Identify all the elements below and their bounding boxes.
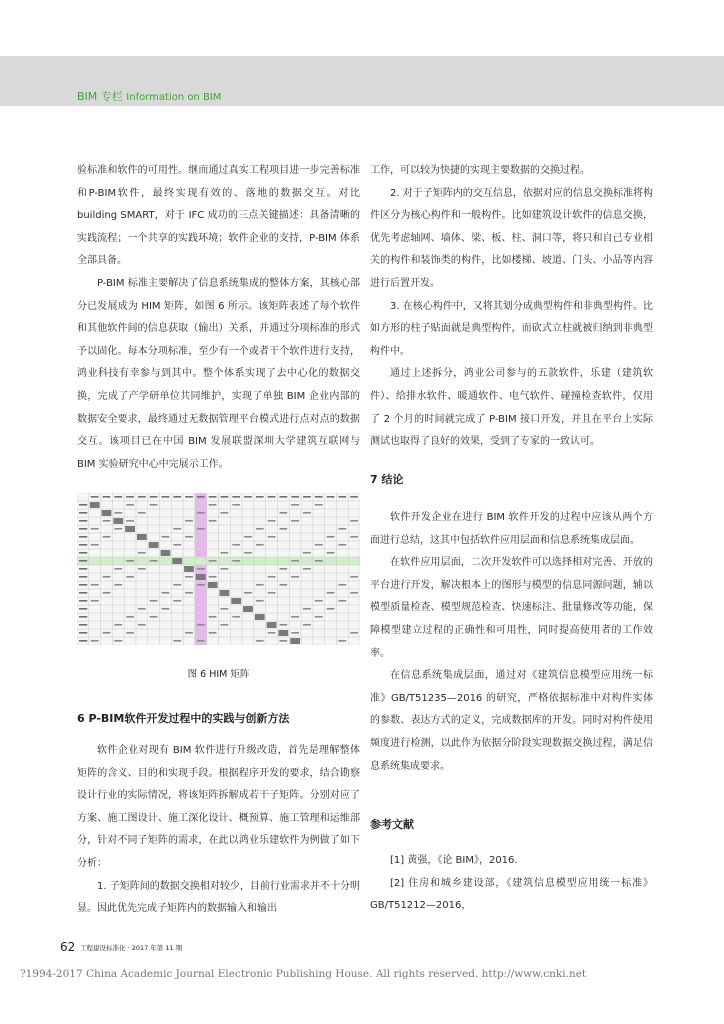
matrix-cell-mark (256, 584, 264, 586)
matrix-diagonal-cell (231, 598, 241, 604)
matrix-row-label (79, 520, 87, 522)
paragraph: 1. 子矩阵间的数据交换相对较少，目前行业需求并不十分明显。因此优先完成子矩阵内的数据输入和输出 (77, 880, 360, 915)
matrix-row-label (79, 512, 87, 514)
matrix-cell-mark (185, 576, 193, 578)
matrix-col-label (315, 496, 323, 498)
matrix-cell-mark (173, 544, 181, 546)
matrix-cell-mark (268, 592, 276, 594)
matrix-cell-mark (91, 584, 99, 586)
matrix-cell-mark (126, 576, 134, 578)
matrix-row-label (79, 536, 87, 538)
matrix-row-label (79, 568, 87, 570)
matrix-cell-mark (103, 632, 111, 634)
section-6-title: 6 P-BIM软件开发过程中的实践与创新方法 (77, 712, 290, 725)
matrix-diagonal-cell (267, 622, 277, 628)
matrix-col-label (268, 496, 276, 498)
matrix-cell-mark (126, 616, 134, 618)
matrix-cell-mark (91, 528, 99, 530)
matrix-diagonal-cell (255, 614, 265, 620)
copyright-line: ?1994-2017 China Academic Journal Electronic Publishing House. All rights reserved. http://www.cnki.net (20, 968, 587, 980)
references-list (370, 850, 653, 918)
matrix-row-label (79, 544, 87, 546)
matrix-cell-mark (185, 592, 193, 594)
matrix-cell-mark (350, 632, 358, 634)
matrix-cell-mark (268, 632, 276, 634)
matrix-cell-mark (103, 520, 111, 522)
matrix-cell-mark (244, 592, 252, 594)
matrix-cell-mark (279, 584, 287, 586)
matrix-cell-mark (114, 584, 122, 586)
matrix-diagonal-cell (278, 630, 288, 636)
matrix-col-label (232, 496, 240, 498)
paragraph: 软件企业对现有 BIM 软件进行升级改造，首先是理解整体矩阵的含义、目的和实现手段。根据程序开发的要求，结合勘察设计行业的实际情况，将该矩阵拆解成若干子矩阵。分别对应了方案、施工图设计、施工深化设计、概预算、施工管理和运维部分，针对不同子矩阵的需求，在此以鸿业乐建软件为例做了如下分析： (77, 745, 360, 869)
matrix-cell-mark (126, 632, 134, 634)
matrix-cell-mark (91, 600, 99, 602)
matrix-cell-mark (197, 512, 205, 514)
matrix-cell-mark (350, 536, 358, 538)
matrix-diagonal-cell (102, 510, 112, 516)
matrix-cell-mark (232, 504, 240, 506)
matrix-cell-mark (162, 608, 170, 610)
section-7-title: 7 结论 (370, 473, 404, 486)
matrix-row-label (79, 504, 87, 506)
matrix-cell-mark (303, 568, 311, 570)
paragraph: 2. 对于子矩阵内的交互信息，依据对应的信息交换标准将构件区分为核心构件和一般构件。比如建筑设计软件的信息交换，优先考虑轴网、墙体、梁、板、柱、洞口等，将只和自己专业相关的构件和装饰类的构件，比如楼梯、坡道、门头、小品等内容进行后置开发。 (370, 187, 653, 289)
matrix-col-label (150, 496, 158, 498)
matrix-diagonal-cell (90, 502, 100, 508)
matrix-col-label (114, 496, 122, 498)
matrix-cell-mark (327, 552, 335, 554)
matrix-cell-mark (150, 616, 158, 618)
matrix-cell-mark (162, 592, 170, 594)
matrix-row-label (79, 560, 87, 562)
matrix-row-label (79, 592, 87, 594)
journal-name: 工程建设标准化 · 2017 年第 11 期 (80, 944, 183, 952)
matrix-cell-mark (338, 600, 346, 602)
matrix-cell-mark (173, 640, 181, 642)
matrix-cell-mark (232, 560, 240, 562)
matrix-cell-mark (138, 512, 146, 514)
paragraph: 软件开发企业在进行 BIM 软件开发的过程中应该从两个方面进行总结，这其中包括软件应用层面和信息系统集成层面。 (370, 512, 653, 546)
matrix-cell-mark (126, 504, 134, 506)
matrix-cell-mark (126, 560, 134, 562)
matrix-cell-mark (138, 608, 146, 610)
matrix-cell-mark (303, 552, 311, 554)
matrix-diagonal-cell (125, 526, 135, 532)
matrix-cell-mark (209, 616, 217, 618)
matrix-cell-mark (291, 576, 299, 578)
matrix-row-label (79, 576, 87, 578)
paragraph: 验标准和软件的可用性。继而通过真实工程项目进一步完善标准和P-BIM软件，最终实现有效的、落地的数据交互。对比 building SMART，对于 IFC 成功的三点关键描述：具备清晰的实践流程；一个共享的实践环境；软件企业的支持，P-BIM 体系全部具备。 (77, 165, 360, 267)
matrix-cell-mark (150, 560, 158, 562)
matrix-cell-mark (103, 536, 111, 538)
matrix-cell-mark (221, 568, 229, 570)
left-column-top (77, 160, 360, 476)
matrix-cell-mark (268, 576, 276, 578)
paragraph: 3. 在核心构件中，又将其划分成典型构件和非典型构件。比如方形的柱子贴面就是典型构件，而砍式立柱就被归纳到非典型构件中。 (370, 300, 653, 357)
matrix-cell-mark (138, 568, 146, 570)
matrix-cell-mark (91, 640, 99, 642)
matrix-cell-mark (315, 544, 323, 546)
matrix-col-label (173, 496, 181, 498)
matrix-col-label (209, 496, 217, 498)
matrix-diagonal-cell (137, 534, 147, 540)
matrix-row-label (79, 640, 87, 642)
page-number: 62 (60, 940, 76, 954)
matrix-cell-mark (197, 528, 205, 530)
matrix-cell-mark (303, 608, 311, 610)
matrix-cell-mark (232, 544, 240, 546)
matrix-cell-mark (232, 616, 240, 618)
column-header (77, 88, 221, 104)
matrix-diagonal-cell (172, 558, 182, 564)
matrix-diagonal-cell (149, 542, 159, 548)
matrix-cell-mark (150, 600, 158, 602)
matrix-cell-mark (150, 504, 158, 506)
matrix-cell-mark (185, 520, 193, 522)
matrix-cell-mark (221, 512, 229, 514)
matrix-cell-mark (268, 536, 276, 538)
matrix-cell-mark (256, 544, 264, 546)
matrix-cell-mark (173, 528, 181, 530)
matrix-cell-mark (162, 536, 170, 538)
matrix-cell-mark (197, 624, 205, 626)
matrix-col-label (185, 496, 193, 498)
matrix-cell-mark (291, 560, 299, 562)
section-7-body (370, 507, 653, 778)
matrix-col-label (244, 496, 252, 498)
matrix-cell-mark (256, 528, 264, 530)
matrix-cell-mark (338, 528, 346, 530)
matrix-cell-mark (103, 592, 111, 594)
matrix-cell-mark (197, 584, 205, 586)
matrix-cell-mark (291, 520, 299, 522)
matrix-cell-mark (173, 584, 181, 586)
matrix-col-label (350, 496, 358, 498)
matrix-cell-mark (244, 536, 252, 538)
matrix-cell-mark (256, 600, 264, 602)
matrix-cell-mark (221, 608, 229, 610)
matrix-cell-mark (279, 624, 287, 626)
matrix-col-label (103, 496, 111, 498)
section-6-body (77, 740, 360, 921)
matrix-col-label (256, 496, 264, 498)
reference-item: [1] 黄强，《论 BIM》，2016. (390, 855, 518, 866)
matrix-cell-mark (291, 632, 299, 634)
matrix-col-label (126, 496, 134, 498)
matrix-diagonal-cell (290, 638, 300, 644)
matrix-cell-mark (138, 624, 146, 626)
matrix-cell-mark (209, 520, 217, 522)
matrix-cell-mark (209, 560, 217, 562)
matrix-cell-mark (350, 592, 358, 594)
matrix-cell-mark (338, 544, 346, 546)
matrix-cell-mark (315, 616, 323, 618)
matrix-cell-mark (279, 528, 287, 530)
matrix-cell-mark (114, 528, 122, 530)
matrix-col-label (338, 496, 346, 498)
matrix-cell-mark (209, 632, 217, 634)
him-matrix-figure (77, 493, 360, 645)
reference-item: [2] 住房和城乡建设部，《建筑信息模型应用统一标准》GB/T51212—2016， (370, 877, 653, 912)
matrix-row-label (79, 528, 87, 530)
matrix-cell-mark (114, 568, 122, 570)
matrix-cell-mark (291, 504, 299, 506)
matrix-cell-mark (114, 640, 122, 642)
matrix-cell-mark (256, 640, 264, 642)
matrix-cell-mark (114, 624, 122, 626)
matrix-cell-mark (209, 504, 217, 506)
matrix-cell-mark (279, 640, 287, 642)
matrix-cell-mark (327, 592, 335, 594)
paragraph: P-BIM 标准主要解决了信息系统集成的整体方案，其核心部分已发展成为 HIM 矩阵，如图 6 所示。该矩阵表述了每个软件和其他软件间的信息获取（输出）关系，并通过分项标准的形式予以固化。每本分项标准，至少有一个或者干个软件进行支持，鸿业科技有幸参与到其中。整个体系实现了去中心化的数据交换，完成了产学研单位共同维护，实现了单独 BIM 企业内部的数据安全要求，最终通过无数据管理平台模式进行点对点的数据交互。该项目已在中国 BIM 发展联盟深圳大学建筑互联网与 BIM 实验研究中心中完展示工作。 (77, 277, 360, 470)
paragraph: 通过上述拆分，鸿业公司参与的五款软件，乐建（建筑软件）、给排水软件、暖通软件、电气软件、碰撞检查软件，仅用了 2 个月的时间就完成了 P-BIM 接口开发，并且在平台上实际测试也取得了良好的效果，受到了专家的一致认可。 (370, 368, 653, 448)
matrix-col-label (197, 496, 205, 498)
matrix-cell-mark (327, 536, 335, 538)
matrix-diagonal-cell (196, 574, 206, 580)
matrix-col-label (221, 496, 229, 498)
matrix-row-label (79, 632, 87, 634)
matrix-cell-mark (221, 552, 229, 554)
matrix-row-label (79, 600, 87, 602)
matrix-cell-mark (327, 608, 335, 610)
matrix-cell-mark (221, 624, 229, 626)
matrix-cell-mark (350, 576, 358, 578)
matrix-row-label (79, 624, 87, 626)
matrix-cell-mark (138, 552, 146, 554)
column-header-cn: BIM 专栏 (77, 90, 123, 103)
matrix-col-label (91, 496, 99, 498)
right-column-top (370, 160, 653, 454)
column-header-en: Information on BIM (126, 92, 222, 103)
figure-caption: 图 6 HIM 矩阵 (187, 669, 250, 680)
matrix-cell-mark (279, 568, 287, 570)
matrix-cell-mark (338, 640, 346, 642)
matrix-diagonal-cell (220, 590, 230, 596)
matrix-diagonal-cell (208, 582, 218, 588)
matrix-col-label (291, 496, 299, 498)
matrix-cell-mark (185, 536, 193, 538)
matrix-col-label (279, 496, 287, 498)
matrix-row-label (79, 552, 87, 554)
matrix-cell-mark (350, 520, 358, 522)
matrix-diagonal-cell (161, 550, 171, 556)
matrix-cell-mark (197, 640, 205, 642)
matrix-cell-mark (315, 504, 323, 506)
matrix-cell-mark (197, 568, 205, 570)
matrix-col-label (303, 496, 311, 498)
matrix-cell-mark (279, 512, 287, 514)
matrix-diagonal-cell (184, 566, 194, 572)
matrix-cell-mark (338, 584, 346, 586)
references-title: 参考文献 (370, 818, 414, 831)
paragraph: 工作，可以较为快捷的实现主要数据的交换过程。 (370, 165, 590, 176)
matrix-cell-mark (173, 600, 181, 602)
matrix-col-label (327, 496, 335, 498)
matrix-cell-mark (114, 512, 122, 514)
matrix-cell-mark (291, 616, 299, 618)
matrix-cell-mark (91, 544, 99, 546)
matrix-cell-mark (303, 512, 311, 514)
matrix-diagonal-cell (243, 606, 253, 612)
matrix-cell-mark (315, 600, 323, 602)
matrix-col-label (162, 496, 170, 498)
paragraph: 在软件应用层面，二次开发软件可以选择相对完善、开放的平台进行开发，解决根本上的图形与模型的信息同源问题，辅以模型质量检查、模型规范检查、快速标注、批量修改等功能，保障模型建立过程的正确性和可用性，同时提高使用者的工作效率。 (370, 557, 653, 659)
matrix-cell-mark (103, 576, 111, 578)
paragraph: 在信息系统集成层面，通过对《建筑信息模型应用统一标准》GB/T51235—2016 的研究，严格依据标准中对构件实体的参数、表达方式的定义，完成数据库的开发。同时对构件使用频度进行检测，以此作为依据分阶段实现数据交换过程，满足信息系统集成要求。 (370, 670, 653, 772)
matrix-diagonal-cell (113, 518, 123, 524)
matrix-cell-mark (315, 560, 323, 562)
matrix-cell-mark (303, 624, 311, 626)
matrix-col-label (138, 496, 146, 498)
matrix-cell-mark (268, 520, 276, 522)
matrix-cell-mark (185, 632, 193, 634)
matrix-cell-mark (209, 576, 217, 578)
matrix-row-label (79, 616, 87, 618)
matrix-row-label (79, 584, 87, 586)
matrix-cell-mark (244, 552, 252, 554)
matrix-cell-mark (126, 520, 134, 522)
matrix-row-label (79, 608, 87, 610)
